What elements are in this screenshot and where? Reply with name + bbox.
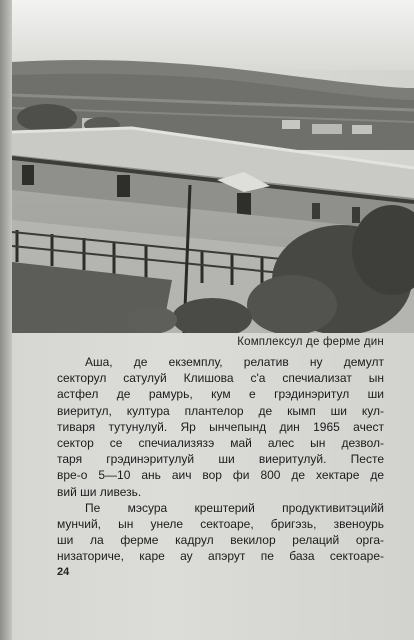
- text-line: таря грэдинэритулуй ши виеритулуй. Песте: [57, 452, 384, 467]
- text-line: Пе мэсура крештерий продуктивитэцийй: [85, 500, 384, 515]
- body-text: [57, 354, 384, 565]
- page-number: 24: [57, 566, 70, 578]
- text-line: секторул сатулуй Клишова с'а спечиализат ын: [57, 371, 384, 386]
- farm-complex-photo: [12, 0, 414, 333]
- text-line: ши ла ферме кадрул векилор релаций орга-: [57, 533, 384, 548]
- figure-caption: Комплексул де ферме дин: [237, 336, 384, 348]
- text-line: тиваря тутунулуй. Яр ынчепынд дин 1965 ачест: [57, 419, 384, 434]
- text-line: сектор се спечиализязэ май алес ын дезвол-: [57, 436, 384, 451]
- book-spine-shadow: [0, 0, 12, 640]
- text-line: астфел де рамурь, кум е грэдинэритул ши: [57, 387, 384, 402]
- text-line: Аша, де екземплу, релатив ну демулт: [85, 355, 384, 369]
- text-line: виеритул, култура плантелор де кымп ши кул-: [57, 403, 384, 418]
- text-line: вре-о 5—10 ань аич вор фи 800 де хектаре де: [57, 468, 384, 483]
- text-line: низаториче, каре ау апэрут пе база сектоаре-: [57, 549, 384, 564]
- text-line: вий ши ливезь.: [57, 484, 142, 499]
- text-line: мунчий, ын унеле сектоаре, бригэзь, звеноурь: [57, 517, 384, 532]
